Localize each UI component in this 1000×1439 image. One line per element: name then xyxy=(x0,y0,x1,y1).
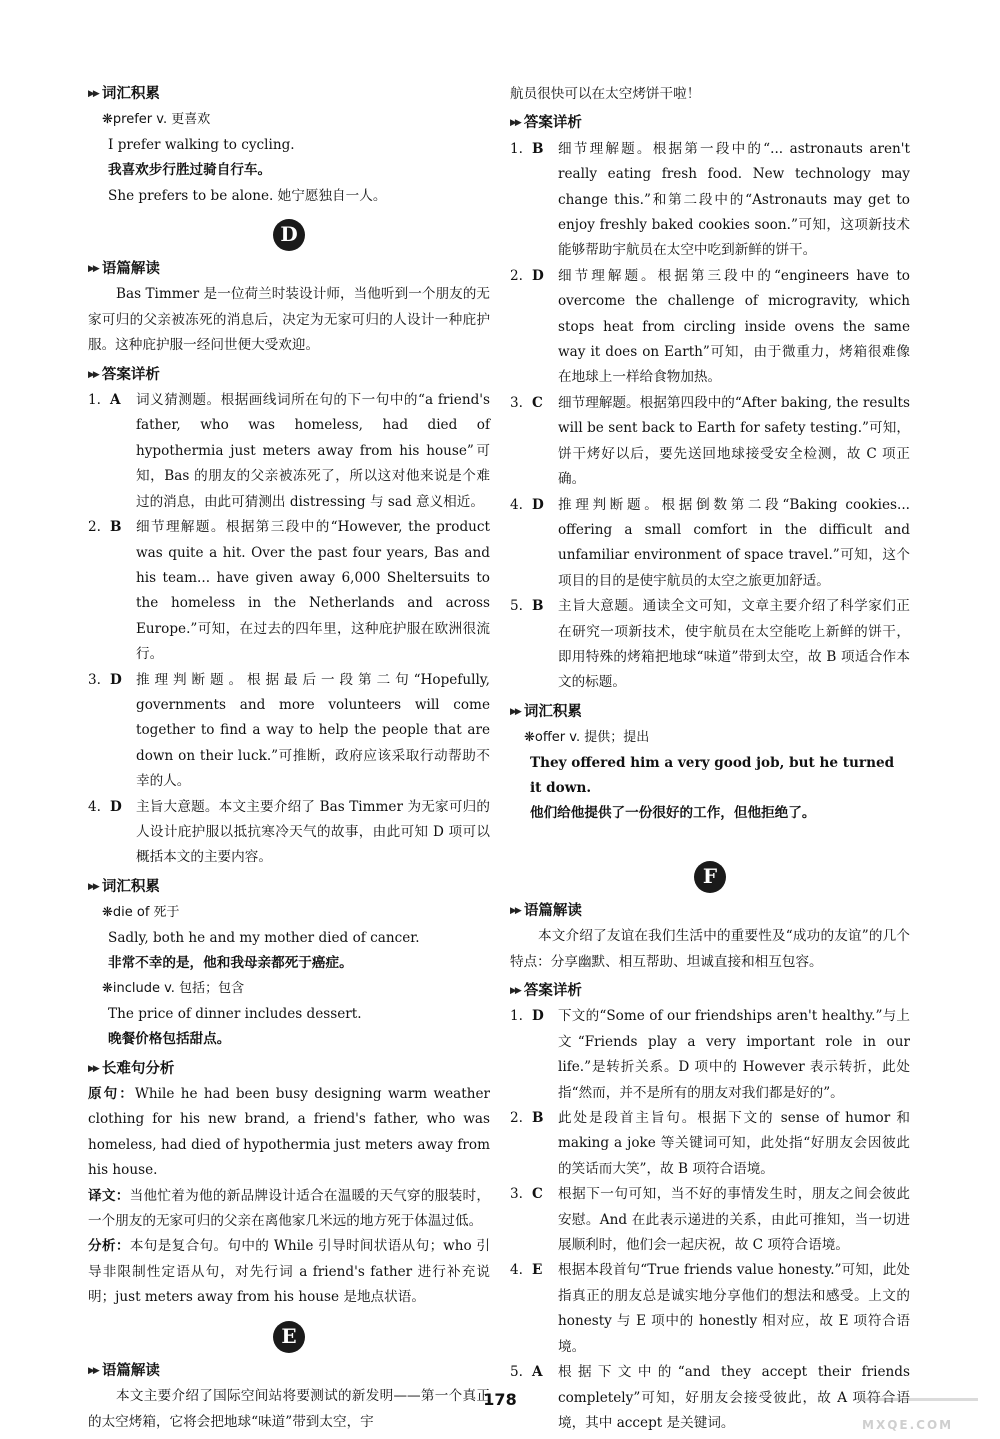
vocab-heading: ▶▶ 词汇积累 xyxy=(88,82,490,107)
reading-heading: ▶▶ 语篇解读 xyxy=(88,257,490,282)
vocab-translation: 他们给他提供了一份很好的工作，但他拒绝了。 xyxy=(530,805,816,822)
vocab-translation: 晚餐价格包括甜点。 xyxy=(108,1031,231,1048)
vocab-block xyxy=(88,107,490,209)
answer-item: 5. B 主旨大意题。通读全文可知，文章主要介绍了科学家们正在研究一项新技术，使宇航员在太空能吃上新鲜的饼干，即用特殊的烤箱把地球“味道”带到太空，故 B 项适合作本文的标题。 xyxy=(510,598,910,691)
chevron-marker-icon: ▶▶ xyxy=(88,1063,98,1074)
vocab-translation: 我喜欢步行胜过骑自行车。 xyxy=(108,162,272,179)
vocab-block xyxy=(88,900,490,1052)
answer-item: 2. D 细节理解题。根据第三段中的“engineers have to overcome the challenge of microgravity, which stops heat from circling inside ovens the same way it does on Earth”可知，由于微重力，烤箱很难像在地球上一样给食物加热。 xyxy=(510,267,910,386)
section-letter-e: E xyxy=(88,1321,490,1353)
chevron-marker-icon: ▶▶ xyxy=(88,369,98,380)
answer-item: 1. A 词义猜测题。根据画线词所在句的下一句中的“a friend's father, who was homeless, had died of hypothermia just meters away from his house”可知，Bas 的朋友的父亲被冻死了，所以这对他来说是个难过的消息，由此可猜测出 distressing 与 sad 意义相近。 xyxy=(88,392,490,510)
chevron-marker-icon: ▶▶ xyxy=(88,881,98,892)
analysis: 分析：本句是复合句。句中的 While 引导时间状语从句；who 引导非限制性定语从句，对先行词 a friend's father 进行补充说明；just meters away from his house 是地点状语。 xyxy=(88,1238,490,1306)
reading-heading: ▶▶ 语篇解读 xyxy=(88,1359,490,1384)
section-letter-f: F xyxy=(510,861,910,893)
vocab-example: I prefer walking to cycling. xyxy=(108,136,295,153)
right-column xyxy=(510,82,910,1436)
chevron-marker-icon: ▶▶ xyxy=(510,706,520,717)
reading-summary: Bas Timmer 是一位荷兰时装设计师，当他听到一个朋友的无家可归的父亲被冻死的消息后，决定为无家可归的人设计一种庇护服。这种庇护服一经问世便大受欢迎。 xyxy=(88,286,490,354)
vocab-heading: ▶▶ 词汇积累 xyxy=(510,700,910,725)
translation: 译文：当他忙着为他的新品牌设计适合在温暖的天气穿的服装时，一个朋友的无家可归的父亲在离他家几米远的地方死于体温过低。 xyxy=(88,1187,491,1230)
answer-item: 2. B 细节理解题。根据第三段中的“However, the product was quite a hit. Over the past four years, Bas and his team... have given away 6,000 Sheltersuits to the homeless in the Netherlands and across Europe.”可知，在过去的四年里，这种庇护服在欧洲很流行。 xyxy=(88,519,490,663)
chevron-marker-icon: ▶▶ xyxy=(88,89,98,99)
answer-item: 3. C 细节理解题。根据第四段中的“After baking, the results will be sent back to Earth for safety testing.”可知，饼干烤好以后，要先送回地球接受安全检测，故 C 项正确。 xyxy=(510,394,910,488)
answer-item: 1. B 细节理解题。根据第一段中的“... astronauts aren't really eating fresh food. New technology may change this.”和第二段中的“Astronauts may get to enjoy freshly baked cookies soon.”可知，这项新技术能够帮助宇航员在太空中吃到新鲜的饼干。 xyxy=(510,140,910,259)
page-number: 178 xyxy=(483,1390,517,1409)
vocab-word: ❋include v. 包括；包含 xyxy=(102,981,245,997)
original-sentence: 原句：While he had been busy designing warm weather clothing for his new brand, a friend's father, who was homeless, had died of hypothermia just meters away from his house. xyxy=(88,1086,490,1179)
chevron-marker-icon: ▶▶ xyxy=(510,905,520,916)
answer-item: 4. D 推理判断题。根据倒数第二段“Baking cookies... offering a small comfort in the difficult and unfamiliar environment of space travel.”可知，这个项目的目的是使宇航员的太空之旅更加舒适。 xyxy=(510,496,910,589)
vocab-example: She prefers to be alone. 她宁愿独自一人。 xyxy=(108,187,387,204)
answers-heading: ▶▶ 答案详析 xyxy=(510,111,910,136)
vocab-word: ❋offer v. 提供；提出 xyxy=(524,730,650,746)
continued-text: 航员很快可以在太空烤饼干啦！ xyxy=(510,86,701,102)
chevron-marker-icon: ▶▶ xyxy=(510,118,520,129)
answer-item: 3. C 根据下一句可知，当不好的事情发生时，朋友之间会彼此安慰。And 在此表示递进的关系，由此可推知，当一切进展顺利时，他们会一起庆祝，故 C 项符合语境。 xyxy=(510,1186,910,1254)
answer-item: 4. D 主旨大意题。本文主要介绍了 Bas Timmer 为无家可归的人设计庇护服以抵抗寒冷天气的故事，由此可知 D 项可以概括本文的主要内容。 xyxy=(88,798,490,866)
reading-summary: 本文介绍了友谊在我们生活中的重要性及“成功的友谊”的几个特点：分享幽默、相互帮助、坦诚直接和相互包容。 xyxy=(510,928,910,970)
answer-item: 1. D 下文的“Some of our friendships aren't healthy.”与上文“Friends play a very important role in our life.”是转折关系。D 项中的 However 表示转折，此处指“然而，并不是所有的朋友对我们都是好的”。 xyxy=(510,1008,910,1101)
vocab-heading: ▶▶ 词汇积累 xyxy=(88,875,490,900)
answer-item: 5. A 根据下文中的“and they accept their friends completely”可知，好朋友会接受彼此，故 A 项符合语境，其中 accept 是关键词。 xyxy=(510,1364,910,1431)
watermark-logo: MXQE.COM xyxy=(848,1398,998,1436)
vocab-word: ❋prefer v. 更喜欢 xyxy=(102,112,211,128)
chevron-marker-icon: ▶▶ xyxy=(88,264,98,275)
answer-item: 4. E 根据本段首句“True friends value honesty.”可知，此处指真正的朋友总是诚实地分享他们的想法和感受。上文的 honesty 与 E 项中的 honestly 相对应，故 E 项符合语境。 xyxy=(510,1262,910,1355)
chevron-marker-icon: ▶▶ xyxy=(88,1365,98,1376)
left-column xyxy=(88,78,490,1435)
reading-heading: ▶▶ 语篇解读 xyxy=(510,899,910,924)
reading-summary: 本文主要介绍了国际空间站将要测试的新发明——第一个真正的太空烤箱，它将会把地球“味道”带到太空，宇 xyxy=(88,1388,490,1430)
section-letter-d: D xyxy=(88,219,490,251)
answer-item: 3. D 推理判断题。根据最后一段第二句“Hopefully, governments and more volunteers will come together to find a way to help the people that are down on their luck.”可推断，政府应该采取行动帮助不幸的人。 xyxy=(88,671,490,790)
answers-heading: ▶▶ 答案详析 xyxy=(88,363,490,388)
chevron-marker-icon: ▶▶ xyxy=(510,986,520,996)
long-sentence-heading: ▶▶ 长难句分析 xyxy=(88,1057,490,1082)
vocab-translation: 非常不幸的是，他和我母亲都死于癌症。 xyxy=(108,955,353,971)
vocab-word: ❋die of 死于 xyxy=(102,905,180,921)
answer-item: 2. B 此处是段首主旨句。根据下文的 sense of humor 和 making a joke 等关键词可知，此处指“好朋友会因彼此的笑话而大笑”，故 B 项符合语境。 xyxy=(510,1110,910,1177)
vocab-block xyxy=(510,725,910,827)
vocab-example: They offered him a very good job, but he turned it down. xyxy=(530,754,895,796)
vocab-example: The price of dinner includes dessert. xyxy=(108,1005,362,1022)
answers-heading: ▶▶ 答案详析 xyxy=(510,979,910,1004)
vocab-example: Sadly, both he and my mother died of cancer. xyxy=(108,929,420,946)
